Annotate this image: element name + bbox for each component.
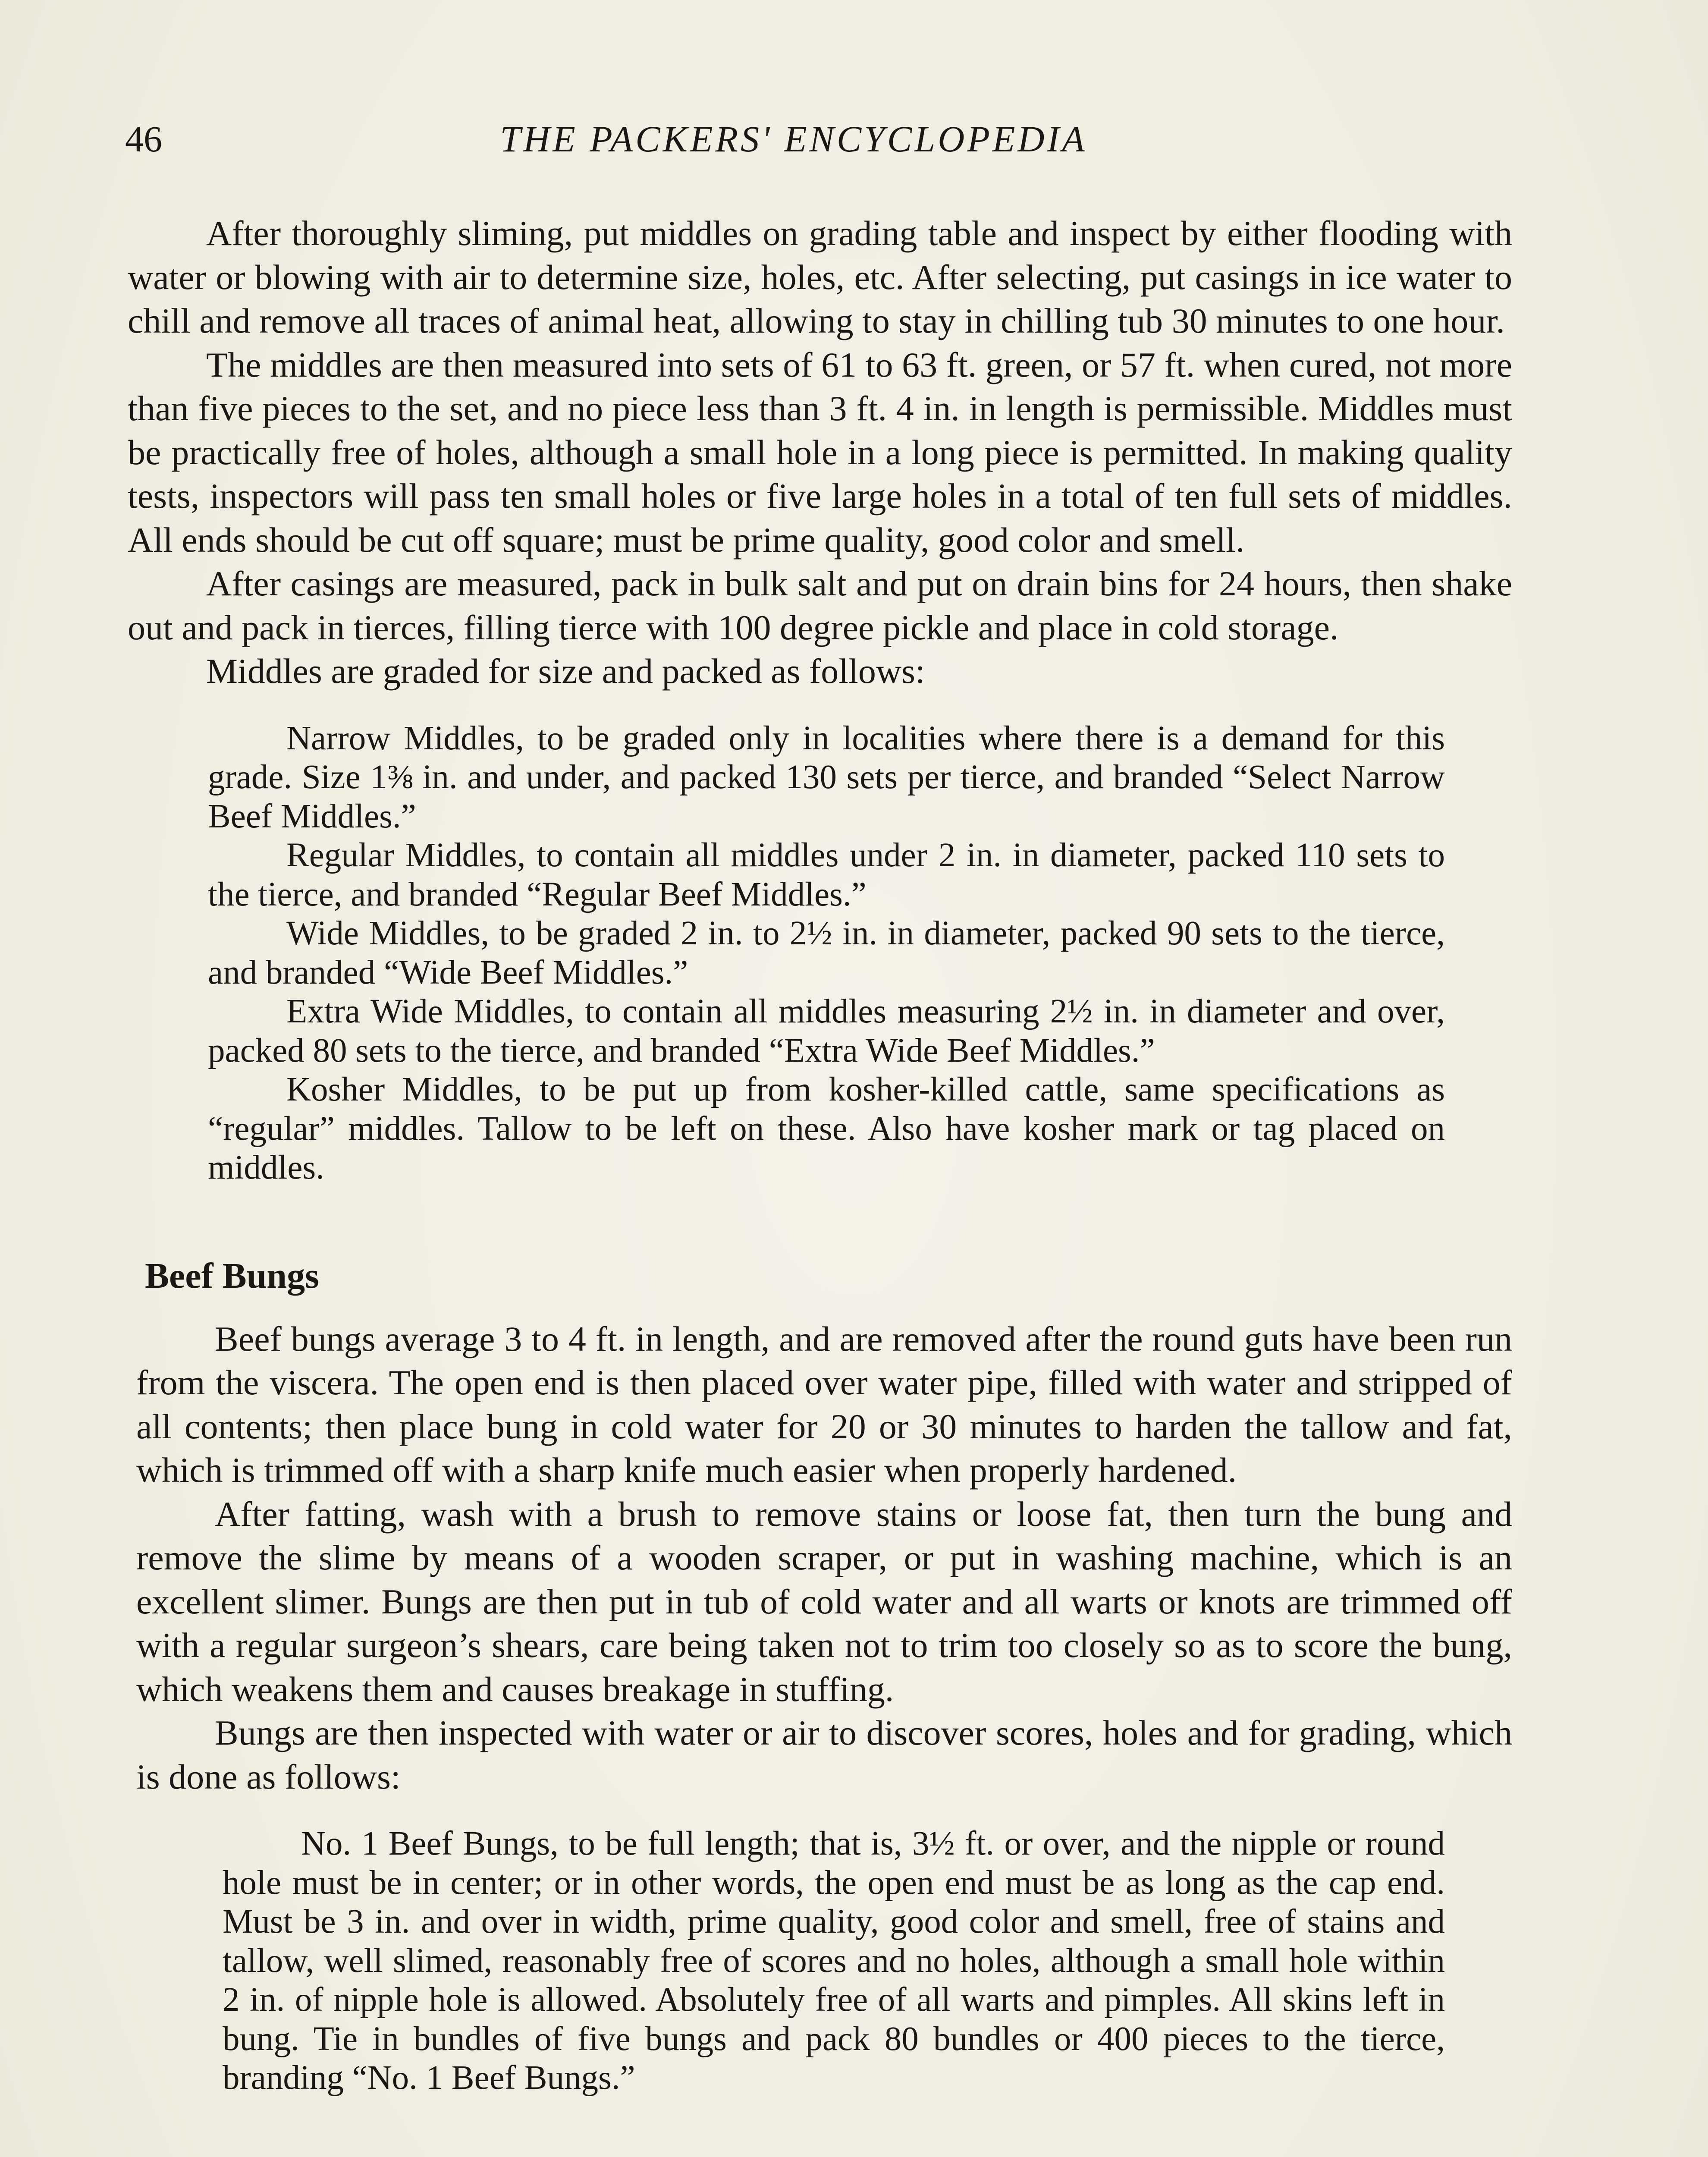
bungs-grade-list	[223, 1824, 1445, 2098]
page-body	[128, 211, 1512, 2098]
paragraph: Bungs are then inspected with water or air to discover scores, holes and for grading, which is done as follows:	[136, 1713, 1512, 1796]
paragraph: Beef bungs average 3 to 4 ft. in length, and are removed after the round guts have been run from the viscera. The open end is then placed over water pipe, filled with water and stripped of all contents; then place bung in cold water for 20 or 30 minutes to harden the tallow and fat, which is trimmed off with a sharp knife much easier when properly hardened.	[136, 1319, 1512, 1490]
page-header	[125, 113, 1592, 165]
grade-item: Extra Wide Middles, to contain all middles measuring 2½ in. in diameter and over, packed 80 sets to the tierce, and branded “Extra Wide Beef Middles.”	[208, 993, 1445, 1069]
section-beef-middles	[128, 211, 1512, 1188]
grade-item: Wide Middles, to be graded 2 in. to 2½ in. in diameter, packed 90 sets to the tierce, and branded “Wide Beef Middles.”	[208, 915, 1445, 991]
page-number: 46	[125, 118, 162, 160]
grade-item: Kosher Middles, to be put up from kosher-killed cattle, same specifications as “regular” middles. Tallow to be left on these. Also have kosher mark or tag placed on middles.	[208, 1071, 1445, 1186]
paragraph: The middles are then measured into sets of 61 to 63 ft. green, or 57 ft. when cured, not more than five pieces to the set, and no piece less than 3 ft. 4 in. in length is permissible. Middles must be practically free of holes, although a small hole in a long piece is permitted. In making quality tests, inspectors will pass ten small holes or five large holes in a total of ten full sets of middles. All ends should be cut off square; must be prime quality, good color and smell.	[128, 345, 1512, 560]
running-title: THE PACKERS' ENCYCLOPEDIA	[500, 118, 1087, 160]
middles-grade-list	[208, 719, 1445, 1188]
section-heading: Beef Bungs	[145, 1255, 319, 1296]
grade-item: Regular Middles, to contain all middles under 2 in. in diameter, packed 110 sets to the tierce, and branded “Regular Beef Middles.”	[208, 836, 1445, 913]
grade-item: No. 1 Beef Bungs, to be full length; that is, 3½ ft. or over, and the nipple or round hole must be in center; or in other words, the open end must be as long as the cap end. Must be 3 in. and over in width, prime quality, good color and smell, free of stains and tallow, well slimed, reasonably free of scores and no holes, although a small hole within 2 in. of nipple hole is allowed. Absolutely free of all warts and pimples. All skins left in bung. Tie in bundles of five bungs and pack 80 bundles or 400 pieces to the tierce, branding “No. 1 Beef Bungs.”	[223, 1825, 1445, 2097]
grade-item: Narrow Middles, to be graded only in localities where there is a demand for this grade. Size 1⅜ in. and under, and packed 130 sets per tierce, and branded “Select Narrow Beef Middles.”	[208, 719, 1445, 835]
paragraph: After fatting, wash with a brush to remove stains or loose fat, then turn the bung and remove the slime by means of a wooden scraper, or put in washing machine, which is an excellent slimer. Bungs are then put in tub of cold water and all warts or knots are trimmed off with a regular surgeon’s shears, care being taken not to trim too closely so as to score the bung, which weakens them and causes breakage in stuffing.	[136, 1494, 1512, 1709]
paragraph: After thoroughly sliming, put middles on grading table and inspect by either flooding with water or blowing with air to determine size, holes, etc. After selecting, put casings in ice water to chill and remove all traces of animal heat, allowing to stay in chilling tub 30 minutes to one hour.	[128, 214, 1512, 340]
paragraph: After casings are measured, pack in bulk salt and put on drain bins for 24 hours, then shake out and pack in tierces, filling tierce with 100 degree pickle and place in cold storage.	[128, 564, 1512, 647]
section-beef-bungs	[136, 1252, 1512, 2098]
paragraph: Middles are graded for size and packed as follows:	[206, 651, 925, 691]
